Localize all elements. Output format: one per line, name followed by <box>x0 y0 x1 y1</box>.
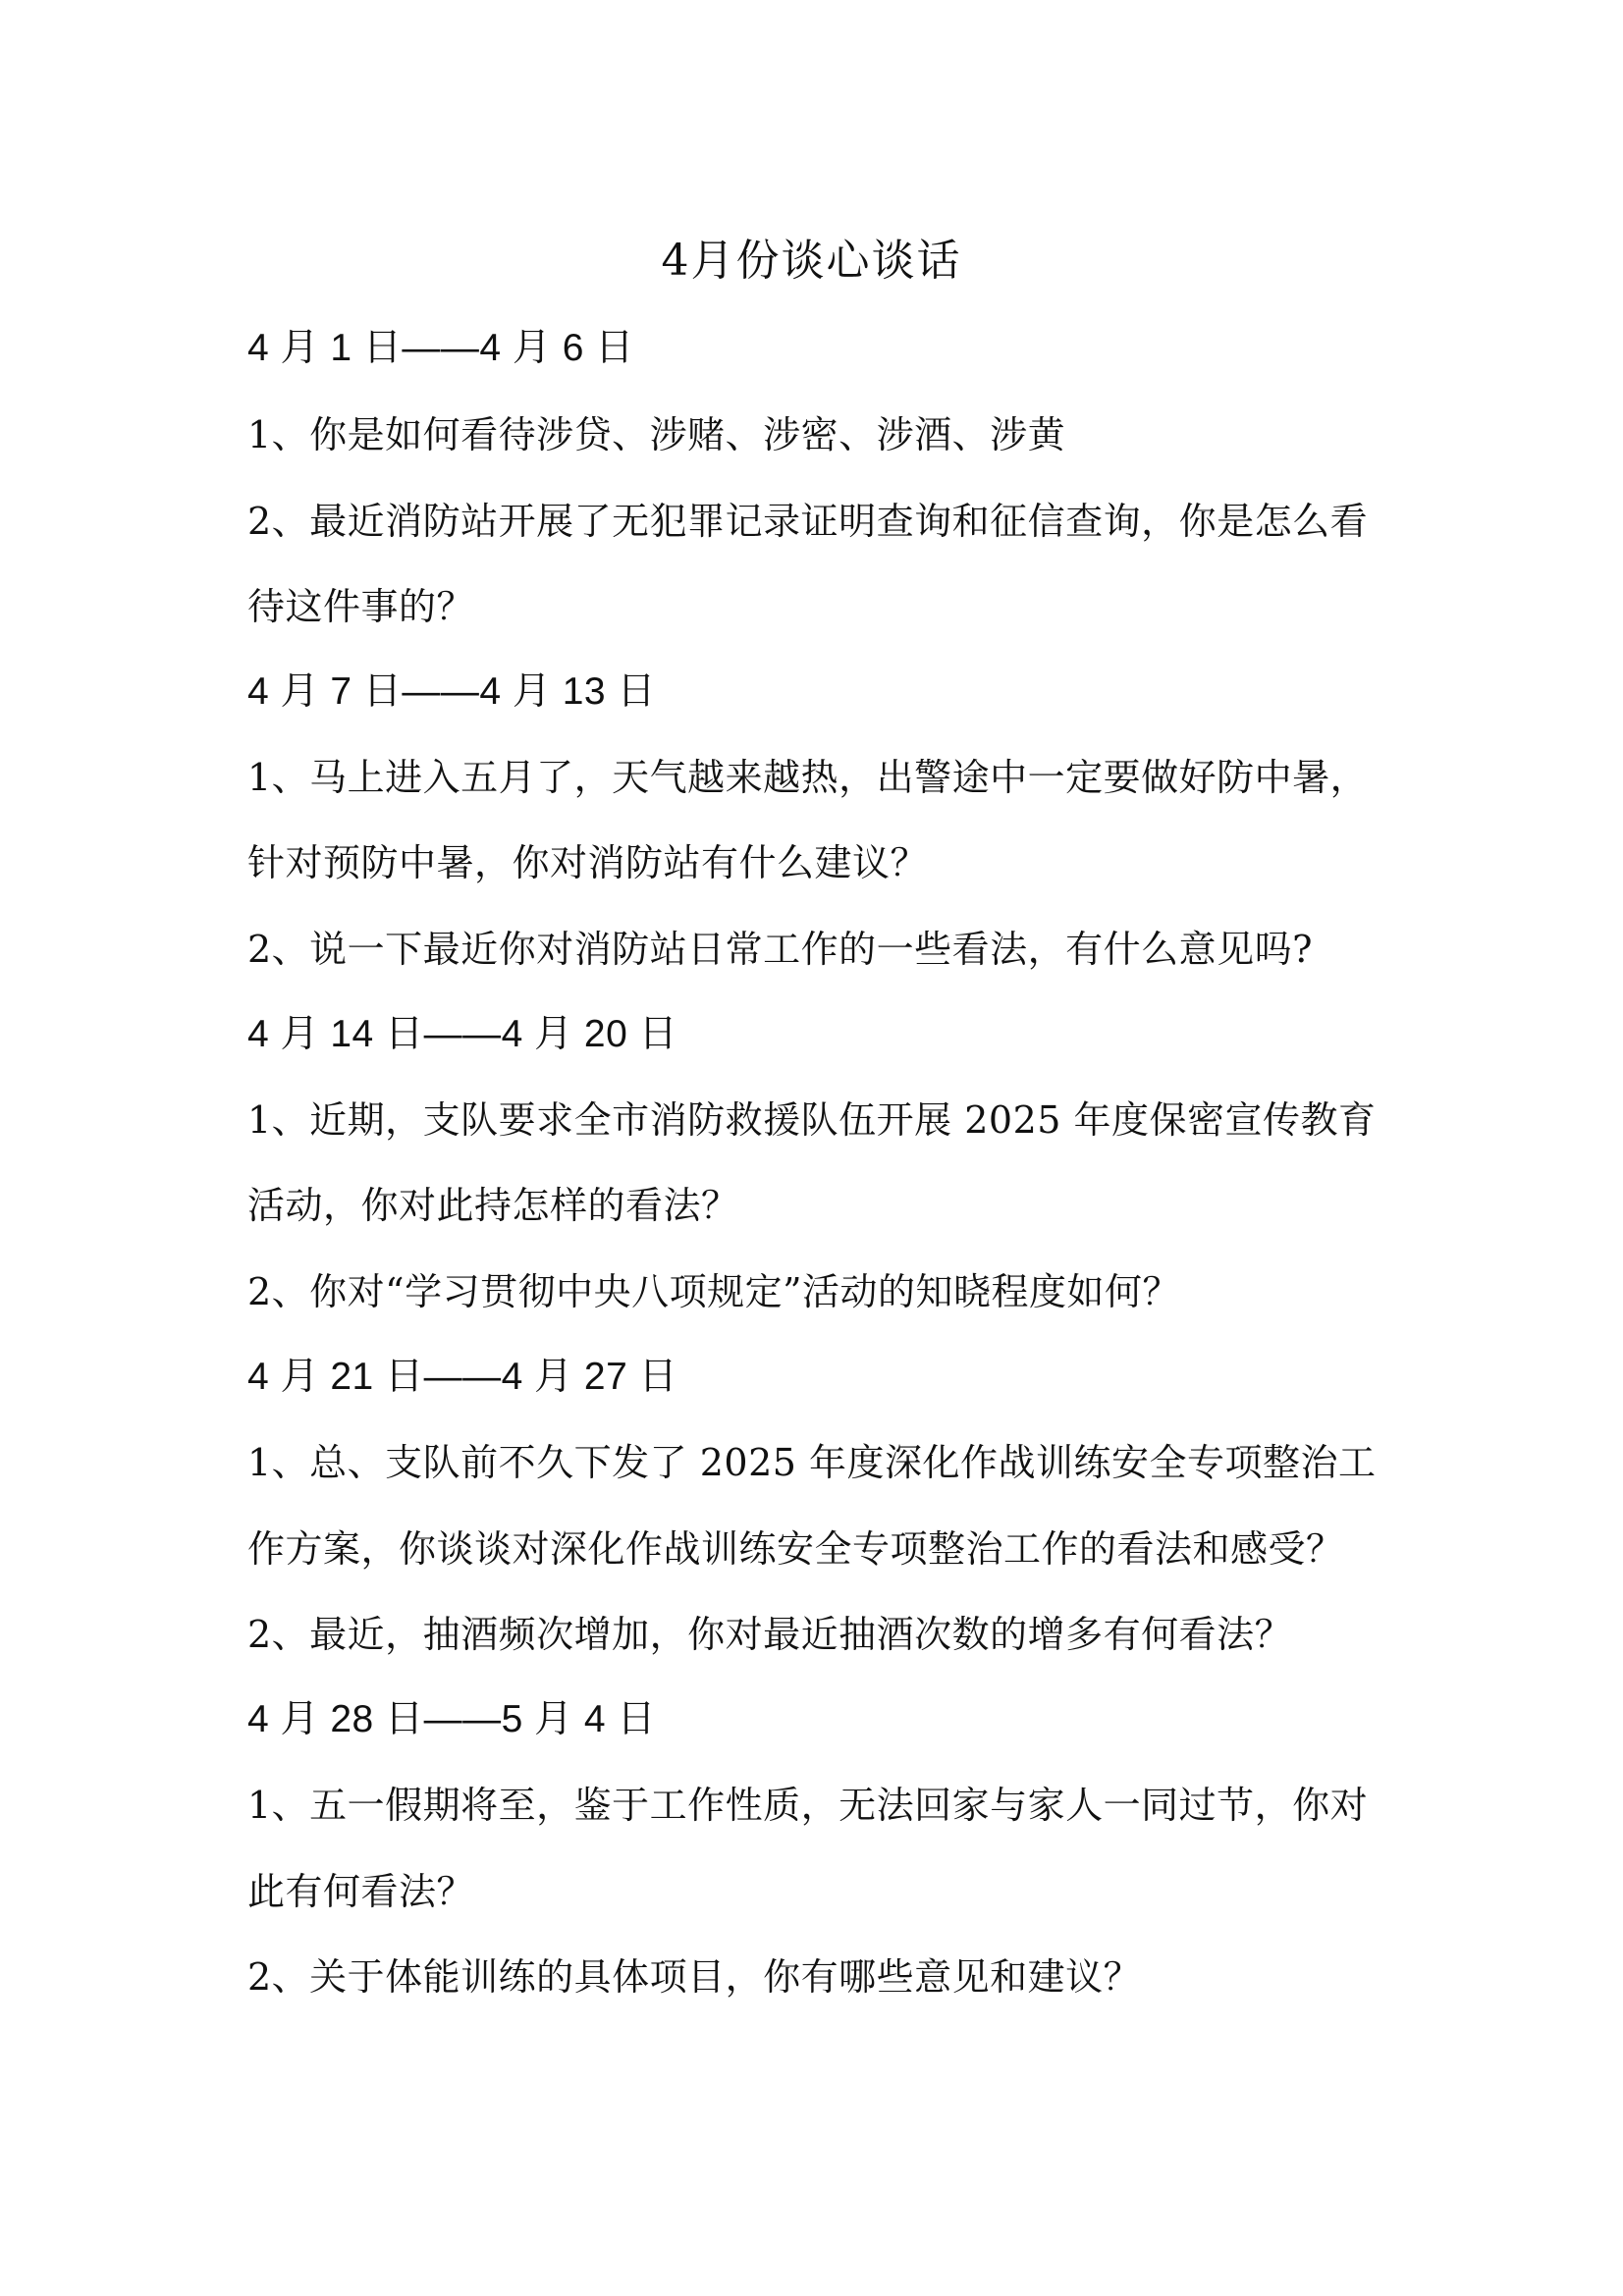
question-line: 1、你是如何看待涉贷、涉赌、涉密、涉酒、涉黄 <box>247 413 1066 456</box>
question-line: 待这件事的？ <box>247 585 475 628</box>
question-line: 活动，你对此持怎样的看法？ <box>247 1184 739 1227</box>
question-line: 作方案，你谈谈对深化作战训练安全专项整治工作的看法和感受？ <box>247 1527 1344 1571</box>
question-line: 2、最近消防站开展了无犯罪记录证明查询和征信查询，你是怎么看 <box>247 500 1369 543</box>
question-line: 2、说一下最近你对消防站日常工作的一些看法，有什么意见吗? <box>247 928 1314 971</box>
question-line: 1、马上进入五月了，天气越来越热，出警途中一定要做好防中暑， <box>247 756 1369 799</box>
question-line: 1、近期，支队要求全市消防救援队伍开展 2025 年度保密宣传教育 <box>247 1098 1377 1142</box>
question-line: 2、最近，抽酒频次增加，你对最近抽酒次数的增多有何看法？ <box>247 1613 1293 1656</box>
question-line: 1、五一假期将至，鉴于工作性质，无法回家与家人一同过节，你对 <box>247 1784 1369 1827</box>
document-title: 4月份谈心谈话 <box>661 236 962 286</box>
question-line: 针对预防中暑，你对消防站有什么建议？ <box>247 841 929 884</box>
question-line: 2、关于体能训练的具体项目，你有哪些意见和建议？ <box>247 1955 1142 1999</box>
question-line: 此有何看法？ <box>247 1870 475 1913</box>
week-heading-3: 4 月 14 日——4 月 20 日 <box>247 1013 678 1055</box>
week-heading-5: 4 月 28 日——5 月 4 日 <box>247 1698 656 1740</box>
question-line: 2、你对“学习贯彻中央八项规定”活动的知晓程度如何？ <box>247 1270 1181 1313</box>
week-heading-4: 4 月 21 日——4 月 27 日 <box>247 1356 678 1398</box>
question-line: 1、总、支队前不久下发了 2025 年度深化作战训练安全专项整治工 <box>247 1441 1377 1484</box>
week-heading-2: 4 月 7 日——4 月 13 日 <box>247 670 656 713</box>
week-heading-1: 4 月 1 日——4 月 6 日 <box>247 327 634 369</box>
